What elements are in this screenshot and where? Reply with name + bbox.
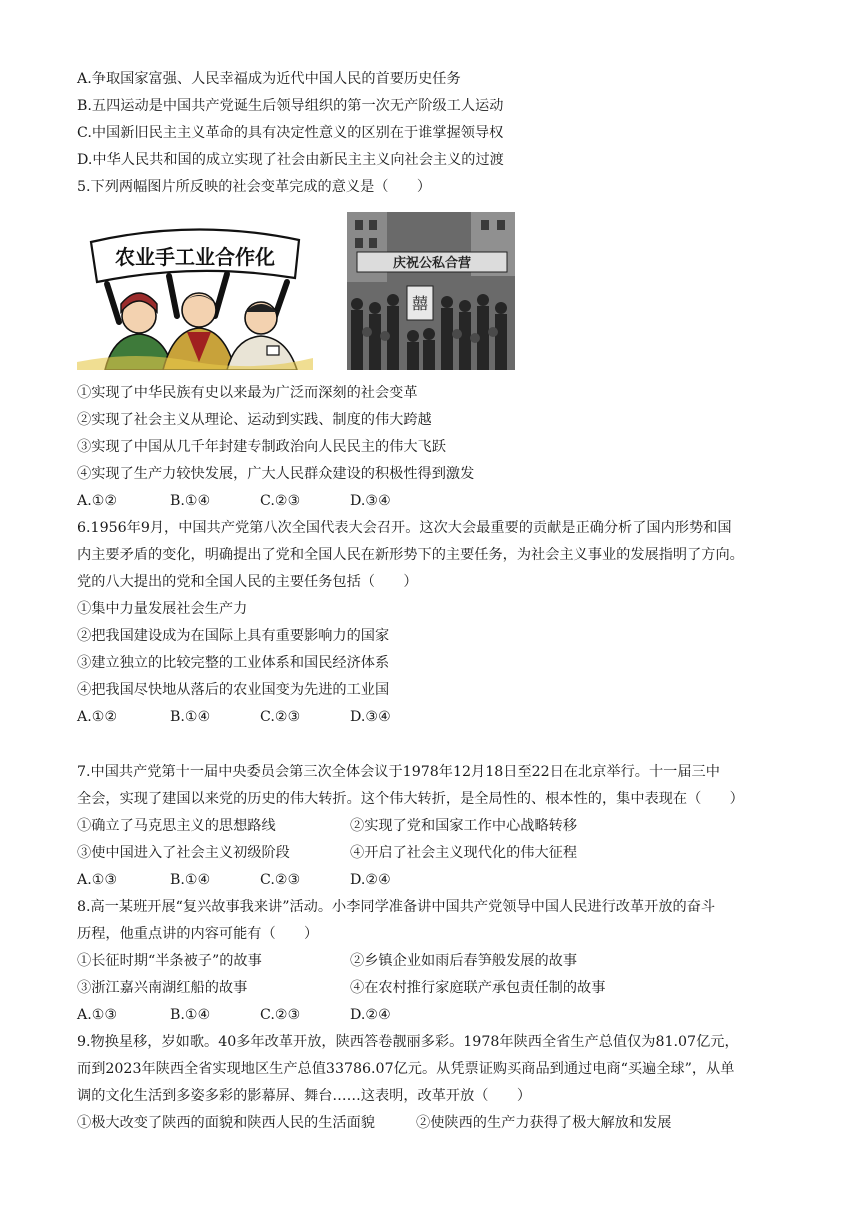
q9-statement-1: ①极大改变了陕西的面貌和陕西人民的生活面貌 xyxy=(77,1115,375,1131)
q4-option-c: C.中国新旧民主主义革命的具有决定性意义的区别在于谁掌握领导权 xyxy=(77,125,504,141)
q6-choice-d: D.③④ xyxy=(350,709,391,725)
q4-option-b: B.五四运动是中国共产党诞生后领导组织的第一次无产阶级工人运动 xyxy=(77,98,504,114)
q7-statement-3: ③使中国进入了社会主义初级阶段 xyxy=(77,845,290,861)
q7-stem-line-1: 7.中国共产党第十一届中央委员会第三次全体会议于1978年12月18日至22日在北京举行。十一届三中 xyxy=(77,764,720,780)
partnership-banner-text: 庆祝公私合营 xyxy=(392,256,472,271)
q6-choice-a: A.①② xyxy=(77,709,118,725)
q5-statement-1: ①实现了中华民族有史以来最为广泛而深刻的社会变革 xyxy=(77,385,418,401)
q5-choice-c: C.②③ xyxy=(260,493,301,509)
q6-statement-2: ②把我国建设成为在国际上具有重要影响力的国家 xyxy=(77,628,390,644)
q6-statement-1: ①集中力量发展社会生产力 xyxy=(77,601,248,617)
q7-statement-1: ①确立了马克思主义的思想路线 xyxy=(77,818,276,834)
q8-choice-c: C.②③ xyxy=(260,1007,301,1023)
q6-choice-b: B.①④ xyxy=(170,709,211,725)
q9-stem-line-3: 调的文化生活到多姿多彩的影幕屏、舞台……这表明，改革开放（ ） xyxy=(77,1088,532,1104)
q7-choice-a: A.①③ xyxy=(77,872,118,888)
q5-statement-3: ③实现了中国从几千年封建专制政治向人民民主的伟大飞跃 xyxy=(77,439,446,455)
q4-option-d: D.中华人民共和国的成立实现了社会由新民主主义向社会主义的过渡 xyxy=(77,152,504,168)
q7-stem-line-2: 全会，实现了建国以来党的历史的伟大转折。这个伟大转折，是全局性的、根本性的，集中表现在（ ） xyxy=(77,791,744,807)
q8-statement-4: ④在农村推行家庭联产承包责任制的故事 xyxy=(350,980,606,996)
q5-statement-2: ②实现了社会主义从理论、运动到实践、制度的伟大跨越 xyxy=(77,412,432,428)
q6-statement-4: ④把我国尽快地从落后的农业国变为先进的工业国 xyxy=(77,682,390,698)
svg-text:囍: 囍 xyxy=(411,294,429,313)
q8-choice-a: A.①③ xyxy=(77,1007,118,1023)
q7-choice-b: B.①④ xyxy=(170,872,211,888)
q6-choice-c: C.②③ xyxy=(260,709,301,725)
partnership-celebration-photo xyxy=(347,212,515,370)
q7-statement-2: ②实现了党和国家工作中心战略转移 xyxy=(350,818,578,834)
q5-choice-a: A.①② xyxy=(77,493,118,509)
q5-choice-d: D.③④ xyxy=(350,493,391,509)
q7-choice-c: C.②③ xyxy=(260,872,301,888)
q5-statement-4: ④实现了生产力较快发展，广大人民群众建设的积极性得到激发 xyxy=(77,466,475,482)
q5-choice-b: B.①④ xyxy=(170,493,211,509)
q8-stem-line-2: 历程，他重点讲的内容可能有（ ） xyxy=(77,926,319,942)
q8-statement-3: ③浙江嘉兴南湖红船的故事 xyxy=(77,980,248,996)
q8-statement-2: ②乡镇企业如雨后春笋般发展的故事 xyxy=(350,953,578,969)
q9-stem-line-1: 9.物换星移，岁如歌。40多年改革开放，陕西答卷靓丽多彩。1978年陕西全省生产总值仅为81.07亿元， xyxy=(77,1034,739,1050)
q9-statement-2: ②使陕西的生产力获得了极大解放和发展 xyxy=(416,1115,672,1131)
q8-choice-b: B.①④ xyxy=(170,1007,211,1023)
cooperatives-illustration xyxy=(77,212,313,370)
q6-stem-line-3: 党的八大提出的党和全国人民的主要任务包括（ ） xyxy=(77,574,418,590)
q8-choice-d: D.②④ xyxy=(350,1007,391,1023)
q6-stem-line-1: 6.1956年9月，中国共产党第八次全国代表大会召开。这次大会最重要的贡献是正确分析了国内形势和国 xyxy=(77,520,732,536)
q9-stem-line-2: 而到2023年陕西全省实现地区生产总值33786.07亿元。从凭票证购买商品到通过电商“买遍全球”，从单 xyxy=(77,1061,735,1077)
q7-statement-4: ④开启了社会主义现代化的伟大征程 xyxy=(350,845,578,861)
q5-stem: 5.下列两幅图片所反映的社会变革完成的意义是（ ） xyxy=(77,179,432,195)
cooperatives-banner-text: 农业手工业合作化 xyxy=(115,245,275,269)
q7-choice-d: D.②④ xyxy=(350,872,391,888)
q6-statement-3: ③建立独立的比较完整的工业体系和国民经济体系 xyxy=(77,655,390,671)
q8-stem-line-1: 8.高一某班开展“复兴故事我来讲”活动。小李同学准备讲中国共产党领导中国人民进行改革开放的奋斗 xyxy=(77,899,716,915)
q8-statement-1: ①长征时期“半条被子”的故事 xyxy=(77,953,262,969)
q4-option-a: A.争取国家富强、人民幸福成为近代中国人民的首要历史任务 xyxy=(77,71,461,87)
q6-stem-line-2: 内主要矛盾的变化，明确提出了党和全国人民在新形势下的主要任务，为社会主义事业的发展指明了方向。 xyxy=(77,547,744,563)
